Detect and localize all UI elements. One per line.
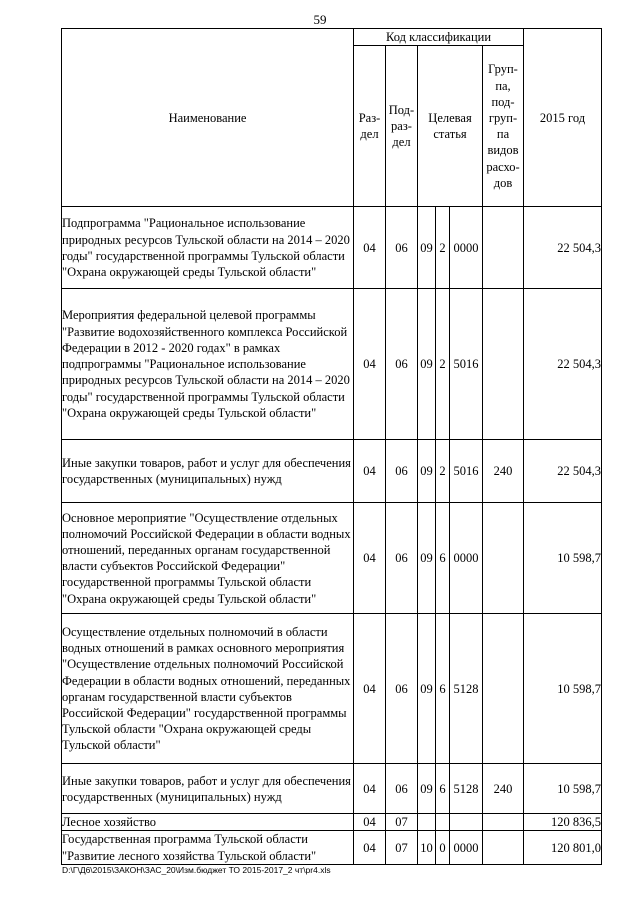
row-section: 04: [354, 814, 386, 831]
row-section: 04: [354, 440, 386, 503]
row-target-program: 09: [418, 503, 436, 614]
row-subsection: 06: [386, 614, 418, 764]
table-row: [62, 764, 602, 814]
row-amount: 120 836,5: [524, 814, 602, 831]
row-target-subprogram: 6: [436, 764, 450, 814]
row-section: 04: [354, 207, 386, 289]
row-expense-type: 240: [483, 764, 524, 814]
row-target-subprogram: 2: [436, 440, 450, 503]
budget-table: [61, 28, 602, 865]
row-name: Осуществление отдельных полномочий в области водных отношений в рамках основного мероприятия "Осуществление отдельных полномочий Российской Федерации в области водных отношений, переданных органам государственной власти субъектов Российской Федерации" государственной программы Тульской области "Охрана окружающей среды Тульской области": [62, 614, 354, 764]
row-target-subprogram: 2: [436, 289, 450, 440]
row-target-program: [418, 814, 436, 831]
row-name: Основное мероприятие "Осуществление отдельных полномочий Российской Федерации в области водных отношений, переданных органам государственной власти субъектов Российской Федерации" государственной программы Тульской области "Охрана окружающей среды Тульской области": [62, 503, 354, 614]
row-amount: 22 504,3: [524, 440, 602, 503]
row-subsection: 06: [386, 503, 418, 614]
row-name: Иные закупки товаров, работ и услуг для обеспечения государственных (муниципальных) нужд: [62, 764, 354, 814]
table-row: [62, 814, 602, 831]
row-name: Иные закупки товаров, работ и услуг для обеспечения государственных (муниципальных) нужд: [62, 440, 354, 503]
row-amount: 120 801,0: [524, 831, 602, 864]
row-expense-type: [483, 207, 524, 289]
header-expense-group: Груп- па, под- груп- па видов расхо- дов: [483, 46, 524, 207]
row-target-program: 09: [418, 764, 436, 814]
row-target-program: 09: [418, 289, 436, 440]
row-target-program: 09: [418, 207, 436, 289]
row-expense-type: 240: [483, 440, 524, 503]
row-target-direction: 5128: [450, 764, 483, 814]
row-subsection: 07: [386, 814, 418, 831]
row-name: Мероприятия федеральной целевой программы "Развитие водохозяйственного комплекса Российской Федерации в 2012 - 2020 годах" в рамках подпрограммы "Рациональное использование природных ресурсов Тульской области на 2014 – 2020 годы" государственной программы Тульской области "Охрана окружающей среды Тульской области": [62, 289, 354, 440]
table-row: [62, 289, 602, 440]
row-name: Государственная программа Тульской области "Развитие лесного хозяйства Тульской области": [62, 831, 354, 864]
row-amount: 10 598,7: [524, 503, 602, 614]
row-amount: 10 598,7: [524, 614, 602, 764]
row-target-program: 09: [418, 440, 436, 503]
row-expense-type: [483, 831, 524, 864]
row-expense-type: [483, 289, 524, 440]
row-section: 04: [354, 764, 386, 814]
row-expense-type: [483, 503, 524, 614]
row-amount: 22 504,3: [524, 207, 602, 289]
header-target-article: Целевая статья: [418, 46, 483, 207]
row-target-program: 09: [418, 614, 436, 764]
file-path-footer: D:\Г\Д6\2015\ЗАКОН\ЗАС_20\Изм.бюджет ТО 2015-2017_2 чт\pr4.xls: [62, 865, 331, 875]
row-name: Подпрограмма "Рациональное использование природных ресурсов Тульской области на 2014 – 2020 годы" государственной программы Тульской области "Охрана окружающей среды Тульской области": [62, 207, 354, 289]
table-row: [62, 831, 602, 864]
row-subsection: 06: [386, 207, 418, 289]
page-number: 59: [313, 12, 327, 27]
row-section: 04: [354, 289, 386, 440]
row-target-direction: 0000: [450, 831, 483, 864]
row-target-direction: 5128: [450, 614, 483, 764]
row-target-direction: 0000: [450, 503, 483, 614]
row-expense-type: [483, 614, 524, 764]
row-target-program: 10: [418, 831, 436, 864]
row-target-direction: [450, 814, 483, 831]
table-row: [62, 440, 602, 503]
row-target-direction: 5016: [450, 440, 483, 503]
row-target-direction: 0000: [450, 207, 483, 289]
row-section: 04: [354, 503, 386, 614]
header-subsection: Под- раз- дел: [386, 46, 418, 207]
header-section: Раз- дел: [354, 46, 386, 207]
row-subsection: 06: [386, 764, 418, 814]
row-amount: 22 504,3: [524, 289, 602, 440]
row-target-subprogram: 2: [436, 207, 450, 289]
header-year: 2015 год: [524, 29, 602, 207]
row-subsection: 07: [386, 831, 418, 864]
row-target-subprogram: 6: [436, 614, 450, 764]
header-name: Наименование: [62, 29, 354, 207]
row-target-direction: 5016: [450, 289, 483, 440]
row-subsection: 06: [386, 440, 418, 503]
table-row: [62, 614, 602, 764]
row-target-subprogram: 0: [436, 831, 450, 864]
row-section: 04: [354, 614, 386, 764]
row-target-subprogram: [436, 814, 450, 831]
row-name: Лесное хозяйство: [62, 814, 354, 831]
table-row: [62, 207, 602, 289]
header-classification: Код классификации: [354, 29, 524, 46]
table-row: [62, 503, 602, 614]
row-amount: 10 598,7: [524, 764, 602, 814]
row-subsection: 06: [386, 289, 418, 440]
row-expense-type: [483, 814, 524, 831]
row-target-subprogram: 6: [436, 503, 450, 614]
row-section: 04: [354, 831, 386, 864]
